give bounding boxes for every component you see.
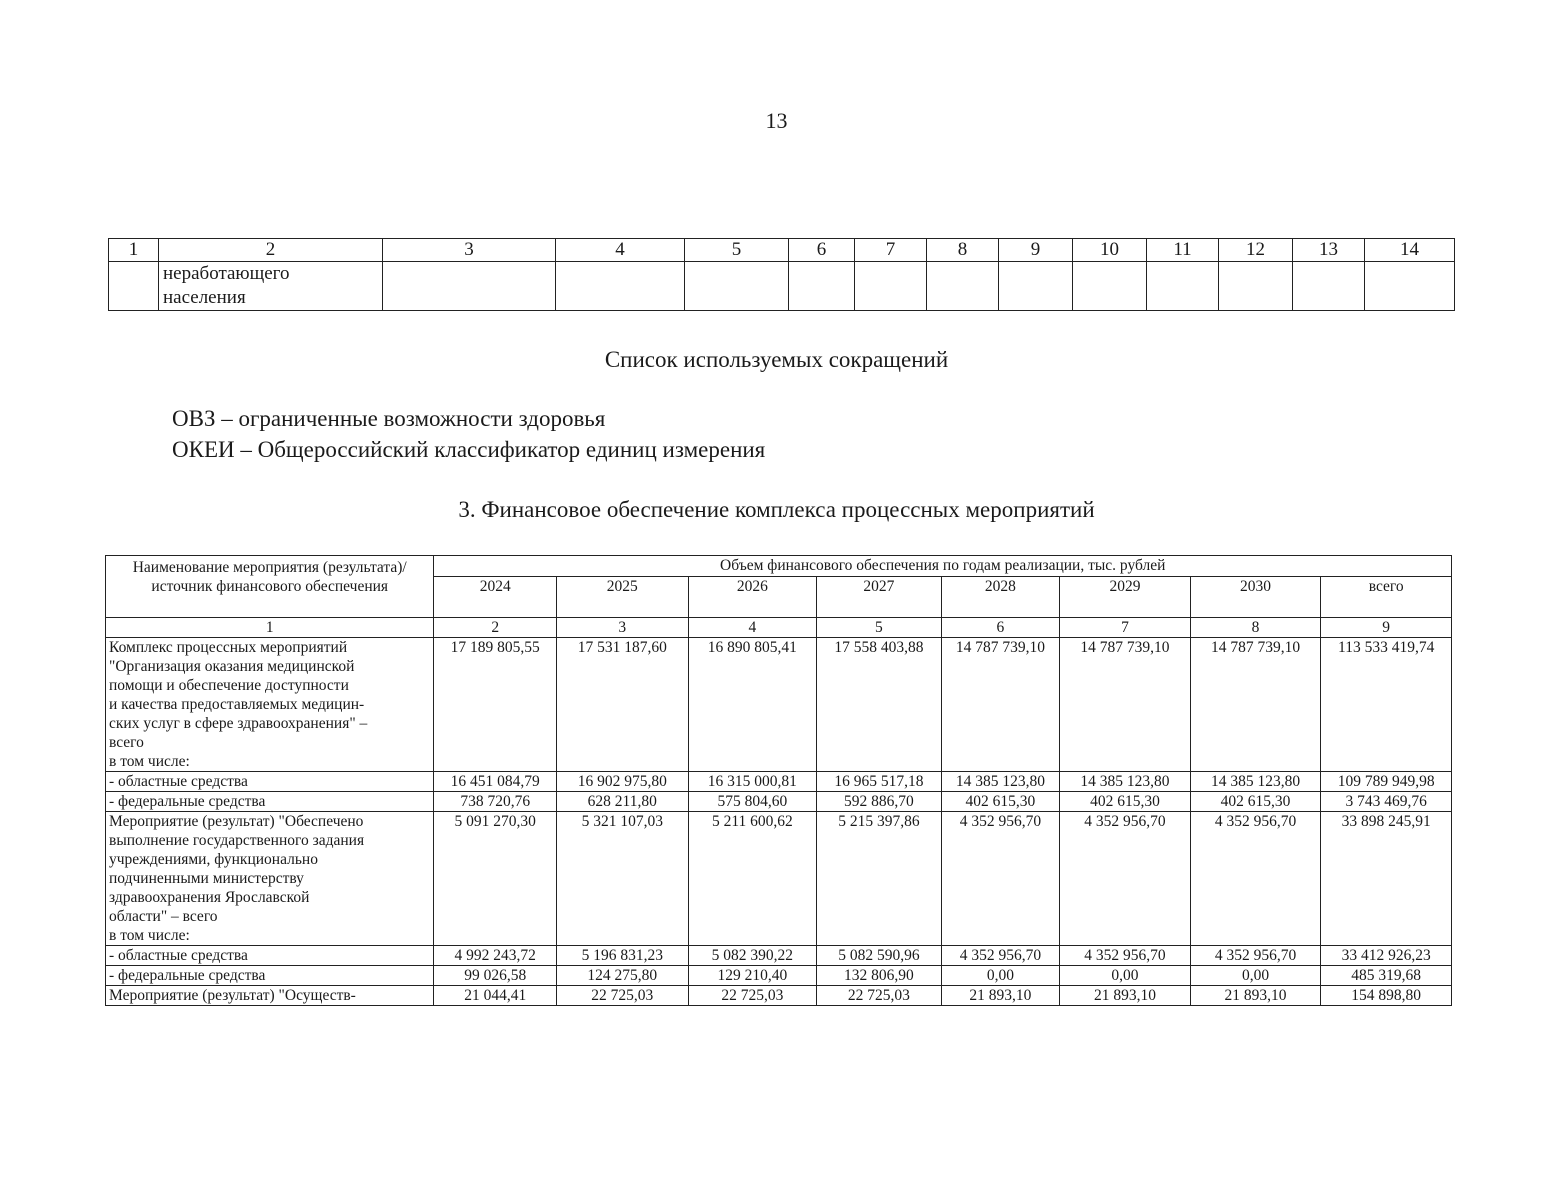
row-name-line: Комплекс процессных мероприятий <box>109 639 348 656</box>
row-value: 5 321 107,03 <box>556 812 688 946</box>
table-cell <box>1293 262 1365 311</box>
table-cell <box>927 262 999 311</box>
row-name-line: учреждениями, функционально <box>109 851 318 868</box>
row-value: 132 806,90 <box>817 966 942 986</box>
row-value: 16 890 805,41 <box>688 638 817 772</box>
row-value: 5 196 831,23 <box>556 946 688 966</box>
table-cell <box>789 262 855 311</box>
row-value: 154 898,80 <box>1321 986 1452 1006</box>
row-name-line: - областные средства <box>109 947 248 964</box>
row-value: 17 531 187,60 <box>556 638 688 772</box>
column-number: 1 <box>106 618 434 638</box>
column-number: 14 <box>1365 239 1455 262</box>
section-title: 3. Финансовое обеспечение комплекса процессных мероприятий <box>458 497 1095 522</box>
row-value: 4 352 956,70 <box>1060 812 1191 946</box>
row-value: 738 720,76 <box>434 792 557 812</box>
row-name-line: в том числе: <box>109 927 190 944</box>
row-value: 113 533 419,74 <box>1321 638 1452 772</box>
column-number: 7 <box>855 239 927 262</box>
row-value: 0,00 <box>941 966 1060 986</box>
abbreviations-title: Список используемых сокращений <box>604 347 949 372</box>
row-value: 402 615,30 <box>1060 792 1191 812</box>
table-row <box>109 262 1455 311</box>
header-year: 2026 <box>688 577 817 618</box>
row-name-line: подчиненными министерству <box>109 870 304 887</box>
row-value: 402 615,30 <box>941 792 1060 812</box>
table-cell <box>556 262 685 311</box>
row-name <box>106 812 434 946</box>
row-value: 4 352 956,70 <box>1060 946 1191 966</box>
row-name <box>106 946 434 966</box>
name-line: населения <box>163 287 246 308</box>
table-cell <box>1147 262 1219 311</box>
column-number: 11 <box>1147 239 1219 262</box>
table-row <box>106 966 1452 986</box>
row-name <box>106 986 434 1006</box>
table-row <box>106 792 1452 812</box>
row-name-line: в том числе: <box>109 753 190 770</box>
row-value: 14 385 123,80 <box>941 772 1060 792</box>
row-value: 485 319,68 <box>1321 966 1452 986</box>
header-row <box>106 556 1452 577</box>
financing-table-body <box>106 638 1452 1006</box>
row-value: 16 451 084,79 <box>434 772 557 792</box>
column-number: 3 <box>383 239 556 262</box>
column-number: 9 <box>1321 618 1452 638</box>
column-number: 5 <box>685 239 789 262</box>
row-value: 22 725,03 <box>817 986 942 1006</box>
row-value: 33 412 926,23 <box>1321 946 1452 966</box>
row-value: 14 385 123,80 <box>1060 772 1191 792</box>
row-value: 21 893,10 <box>1060 986 1191 1006</box>
row-value: 3 743 469,76 <box>1321 792 1452 812</box>
column-number: 3 <box>556 618 688 638</box>
row-value: 0,00 <box>1190 966 1321 986</box>
row-value: 0,00 <box>1060 966 1191 986</box>
row-value: 5 082 590,96 <box>817 946 942 966</box>
name-line: неработающего <box>163 263 290 284</box>
row-name-line: области" – всего <box>109 908 218 925</box>
header-year: 2024 <box>434 577 557 618</box>
financing-table <box>105 555 1452 1006</box>
table-cell <box>855 262 927 311</box>
row-name-line: - федеральные средства <box>109 967 266 984</box>
header-year: 2027 <box>817 577 942 618</box>
row-value: 22 725,03 <box>556 986 688 1006</box>
row-value: 14 787 739,10 <box>1190 638 1321 772</box>
column-number-row <box>106 618 1452 638</box>
column-number: 2 <box>159 239 383 262</box>
column-number: 7 <box>1060 618 1191 638</box>
row-value: 14 787 739,10 <box>941 638 1060 772</box>
row-value: 5 215 397,86 <box>817 812 942 946</box>
row-value: 17 189 805,55 <box>434 638 557 772</box>
row-value: 592 886,70 <box>817 792 942 812</box>
row-name <box>106 966 434 986</box>
row-value: 5 091 270,30 <box>434 812 557 946</box>
row-value: 14 787 739,10 <box>1060 638 1191 772</box>
row-name-line: "Организация оказания медицинской <box>109 658 355 675</box>
row-value: 99 026,58 <box>434 966 557 986</box>
row-value: 21 893,10 <box>1190 986 1321 1006</box>
row-value: 4 352 956,70 <box>941 946 1060 966</box>
abbreviation-item: ОКЕИ – Общероссийский классификатор единиц измерения <box>172 437 766 462</box>
row-value: 21 893,10 <box>941 986 1060 1006</box>
table-row <box>106 772 1452 792</box>
row-value: 16 902 975,80 <box>556 772 688 792</box>
row-name-line: здравоохранения Ярославской <box>109 889 310 906</box>
column-number: 6 <box>941 618 1060 638</box>
table-cell <box>383 262 556 311</box>
table-cell <box>109 262 159 311</box>
header-year: 2030 <box>1190 577 1321 618</box>
header-volume: Объем финансового обеспечения по годам реализации, тыс. рублей <box>434 556 1452 577</box>
row-value: 14 385 123,80 <box>1190 772 1321 792</box>
row-name-line: помощи и обеспечение доступности <box>109 677 349 694</box>
row-name <box>106 792 434 812</box>
row-value: 5 211 600,62 <box>688 812 817 946</box>
table-row <box>106 986 1452 1006</box>
header-name: Наименование мероприятия (результата)/ источник финансового обеспечения <box>106 556 434 618</box>
row-value: 17 558 403,88 <box>817 638 942 772</box>
column-number: 13 <box>1293 239 1365 262</box>
column-number: 2 <box>434 618 557 638</box>
row-value: 33 898 245,91 <box>1321 812 1452 946</box>
header-year: 2025 <box>556 577 688 618</box>
column-number: 4 <box>688 618 817 638</box>
table-cell <box>1365 262 1455 311</box>
row-value: 4 992 243,72 <box>434 946 557 966</box>
table-cell-name <box>159 262 383 311</box>
column-number: 9 <box>999 239 1073 262</box>
header-year: 2029 <box>1060 577 1191 618</box>
row-value: 402 615,30 <box>1190 792 1321 812</box>
row-name <box>106 772 434 792</box>
row-value: 16 315 000,81 <box>688 772 817 792</box>
row-name <box>106 638 434 772</box>
row-value: 124 275,80 <box>556 966 688 986</box>
row-value: 129 210,40 <box>688 966 817 986</box>
table-row <box>106 812 1452 946</box>
column-number: 4 <box>556 239 685 262</box>
row-value: 21 044,41 <box>434 986 557 1006</box>
row-value: 4 352 956,70 <box>1190 946 1321 966</box>
row-name-line: и качества предоставляемых медицин- <box>109 696 365 713</box>
table-cell <box>999 262 1073 311</box>
row-name-line: Мероприятие (результат) "Обеспечено <box>109 813 364 830</box>
continuation-table <box>108 238 1455 311</box>
table-cell <box>1073 262 1147 311</box>
row-value: 628 211,80 <box>556 792 688 812</box>
row-value: 109 789 949,98 <box>1321 772 1452 792</box>
table-row <box>106 946 1452 966</box>
row-name-line: ских услуг в сфере здравоохранения" – <box>109 715 368 732</box>
column-number: 5 <box>817 618 942 638</box>
row-name-line: - федеральные средства <box>109 793 266 810</box>
row-value: 5 082 390,22 <box>688 946 817 966</box>
column-number: 12 <box>1219 239 1293 262</box>
column-number: 8 <box>1190 618 1321 638</box>
row-value: 16 965 517,18 <box>817 772 942 792</box>
row-value: 4 352 956,70 <box>941 812 1060 946</box>
table-cell <box>685 262 789 311</box>
row-value: 22 725,03 <box>688 986 817 1006</box>
row-value: 575 804,60 <box>688 792 817 812</box>
column-number: 8 <box>927 239 999 262</box>
header-year: всего <box>1321 577 1452 618</box>
column-number: 10 <box>1073 239 1147 262</box>
row-value: 4 352 956,70 <box>1190 812 1321 946</box>
column-number: 6 <box>789 239 855 262</box>
table-row <box>106 638 1452 772</box>
table-cell <box>1219 262 1293 311</box>
column-number-row <box>109 239 1455 262</box>
header-year: 2028 <box>941 577 1060 618</box>
row-name-line: - областные средства <box>109 773 248 790</box>
abbreviation-item: ОВЗ – ограниченные возможности здоровья <box>172 406 606 431</box>
page-number: 13 <box>765 108 788 133</box>
row-name-line: Мероприятие (результат) "Осуществ- <box>109 987 356 1004</box>
row-name-line: выполнение государственного задания <box>109 832 365 849</box>
column-number: 1 <box>109 239 159 262</box>
row-name-line: всего <box>109 734 144 751</box>
